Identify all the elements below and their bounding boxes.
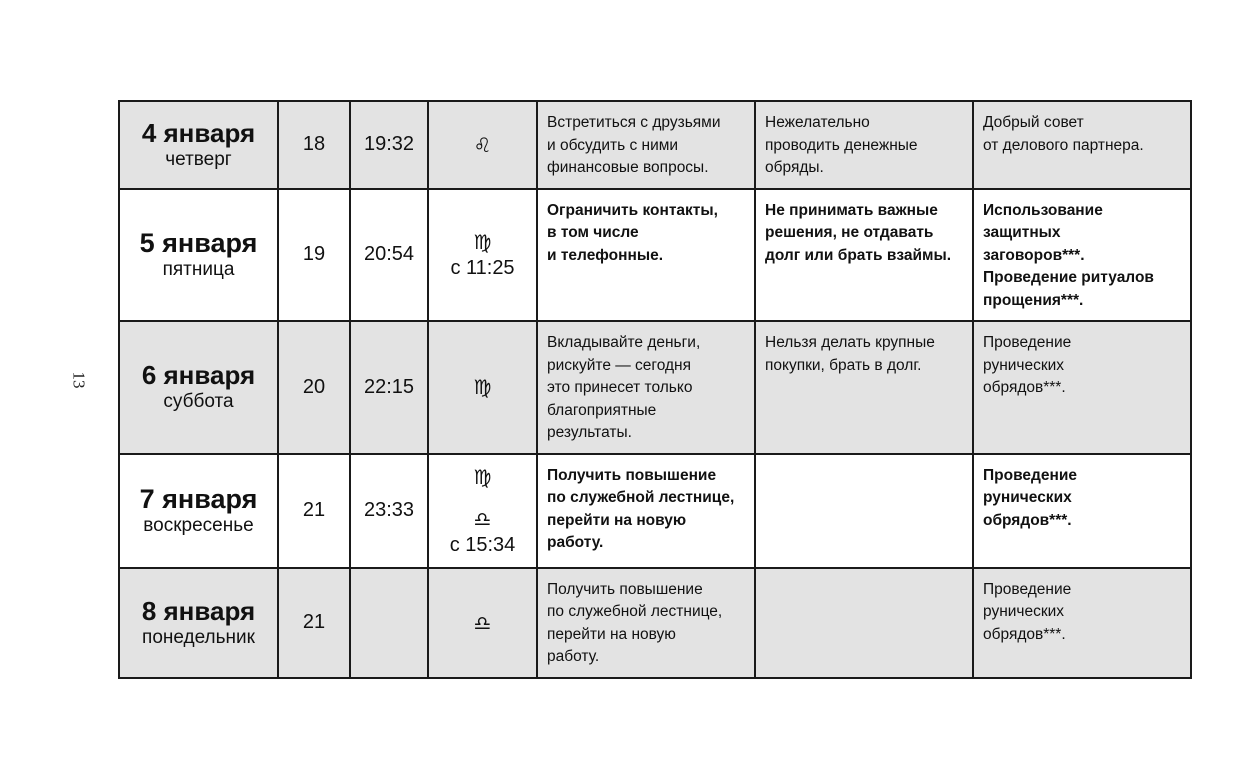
- recommended-cell: Получить повышение по служебной лестнице, перейти на новую работу.: [537, 454, 755, 568]
- lunar-day-cell: 21: [278, 568, 350, 678]
- undesirable-cell: [755, 568, 973, 678]
- lunar-calendar-table: [118, 100, 1192, 679]
- date-cell: [119, 568, 278, 678]
- date-cell: [119, 189, 278, 322]
- recommended-cell: Ограничить контакты, в том числе и телефонные.: [537, 189, 755, 322]
- sign-entry-time: с 11:25: [450, 256, 515, 279]
- zodiac-sign-cell: [428, 568, 537, 678]
- undesirable-cell: [755, 454, 973, 568]
- date-cell: [119, 454, 278, 568]
- libra-sign-icon: ♎: [473, 610, 492, 635]
- date-label: 6 января: [141, 360, 256, 391]
- lunar-day-cell: 18: [278, 101, 350, 189]
- undesirable-cell: Не принимать важные решения, не отдавать долг или брать взаймы.: [755, 189, 973, 322]
- zodiac-sign-cell: [428, 101, 537, 189]
- date-cell: [119, 321, 278, 454]
- weekday-label: суббота: [163, 391, 234, 413]
- date-label: 5 января: [139, 227, 258, 258]
- zodiac-sign-cell: [428, 189, 537, 322]
- advice-cell: Проведение рунических обрядов***.: [973, 321, 1191, 454]
- virgo-sign-icon: ♍: [473, 464, 492, 489]
- moonrise-time-cell: 22:15: [350, 321, 428, 454]
- recommended-cell: Получить повышение по служебной лестнице, перейти на новую работу.: [537, 568, 755, 678]
- table-row: [119, 101, 1191, 189]
- virgo-sign-icon: ♍: [473, 229, 492, 254]
- undesirable-cell: Нежелательно проводить денежные обряды.: [755, 101, 973, 189]
- sign-entry-time: с 15:34: [449, 533, 516, 556]
- moonrise-time-cell: 19:32: [350, 101, 428, 189]
- undesirable-cell: Нельзя делать крупные покупки, брать в долг.: [755, 321, 973, 454]
- table-row: [119, 321, 1191, 454]
- date-cell: [119, 101, 278, 189]
- table-row: [119, 189, 1191, 322]
- moonrise-time-cell: 20:54: [350, 189, 428, 322]
- moonrise-time-cell: 23:33: [350, 454, 428, 568]
- table-row: [119, 454, 1191, 568]
- lunar-day-cell: 20: [278, 321, 350, 454]
- weekday-label: понедельник: [142, 626, 255, 648]
- weekday-label: воскресенье: [143, 514, 254, 536]
- recommended-cell: Встретиться с друзьями и обсудить с ними финансовые вопросы.: [537, 101, 755, 189]
- page-number: 13: [69, 371, 89, 389]
- lunar-day-cell: 21: [278, 454, 350, 568]
- weekday-label: четверг: [165, 148, 232, 170]
- lunar-day-cell: 19: [278, 189, 350, 322]
- zodiac-sign-cell: [428, 454, 537, 568]
- date-label: 8 января: [141, 595, 256, 626]
- recommended-cell: Вкладывайте деньги, рискуйте — сегодня это принесет только благоприятные результаты.: [537, 321, 755, 454]
- moonrise-time-cell: [350, 568, 428, 678]
- libra-sign-icon: ♎: [473, 506, 492, 531]
- advice-cell: Добрый совет от делового партнера.: [973, 101, 1191, 189]
- zodiac-sign-cell: [428, 321, 537, 454]
- table-row: [119, 568, 1191, 678]
- date-label: 7 января: [139, 483, 258, 514]
- advice-cell: Проведение рунических обрядов***.: [973, 568, 1191, 678]
- date-label: 4 января: [141, 117, 256, 148]
- weekday-label: пятница: [162, 258, 235, 280]
- advice-cell: Использование защитных заговоров***. Проведение ритуалов прощения***.: [973, 189, 1191, 322]
- leo-sign-icon: ♌: [473, 132, 492, 157]
- advice-cell: Проведение рунических обрядов***.: [973, 454, 1191, 568]
- virgo-sign-icon: ♍: [473, 375, 492, 400]
